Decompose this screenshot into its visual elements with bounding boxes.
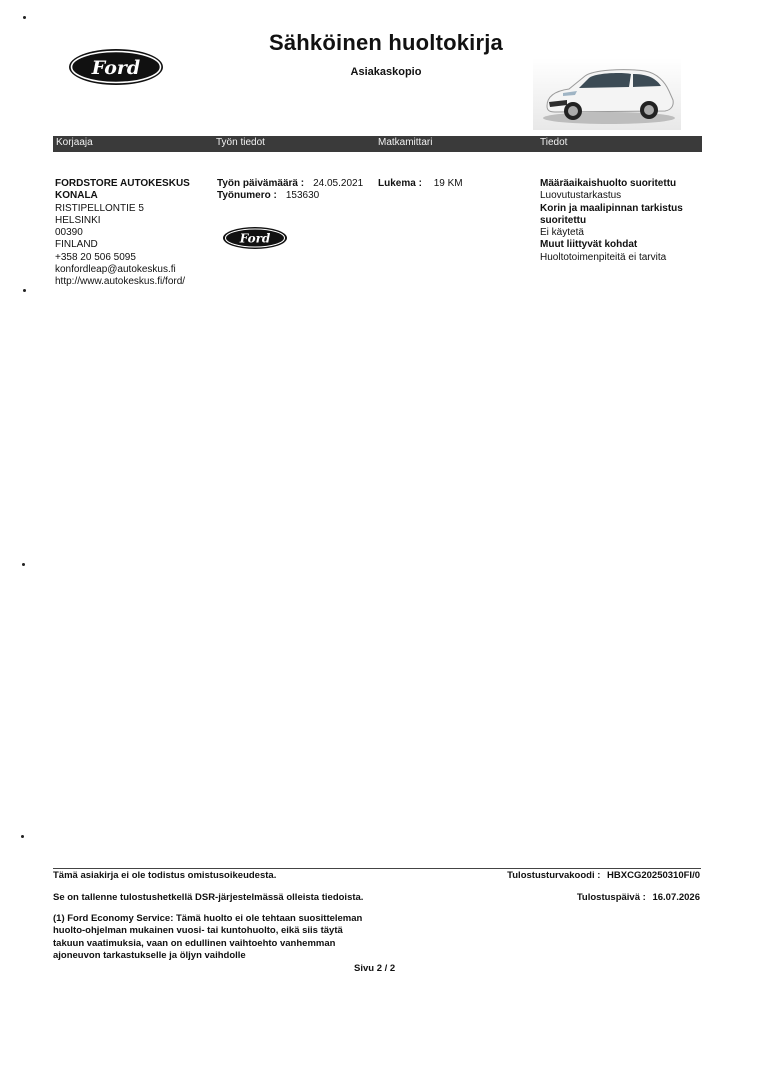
security-code	[500, 870, 700, 882]
repairer-name: FORDSTORE AUTOKESKUS	[55, 178, 190, 189]
work-date-value: 24.05.2021	[313, 178, 364, 189]
document-subtitle: Asiakaskopio	[350, 66, 422, 78]
odometer-label: Lukema :	[378, 178, 422, 189]
footer-note-ownership: Tämä asiakirja ei ole todistus omistusoikeudesta.	[53, 870, 277, 881]
section-header-bar	[53, 136, 702, 152]
footer-note-line: huolto-ohjelman mukainen vuosi- tai kuntohuolto, eikä siis täytä	[53, 925, 343, 937]
ford-logo-small	[222, 226, 288, 250]
footer-note-dsr: Se on tallenne tulostushetkellä DSR-järjestelmässä olleista tiedoista.	[53, 892, 364, 903]
header-tiedot: Tiedot	[540, 137, 568, 148]
security-code-label: Tulostusturvakoodi :	[507, 870, 601, 881]
repairer-country: FINLAND	[55, 239, 98, 251]
repairer-block	[55, 178, 215, 289]
repairer-postcode: 00390	[55, 227, 83, 239]
odometer-value: 19 KM	[433, 178, 463, 189]
print-date-label: Tulostuspäivä :	[576, 892, 646, 903]
ford-logo-small-text: Ford	[239, 231, 271, 246]
footer-note-line: takuun vaatimuksia, vaan on edullinen vaihtoehto vanhemman	[53, 937, 336, 949]
work-number-label: Työnumero :	[217, 190, 277, 202]
print-date	[500, 892, 700, 904]
security-code-value: HBXCG20250310FI/0	[607, 870, 700, 881]
repairer-street: RISTIPELLONTIE 5	[55, 202, 144, 214]
header-korjaaja: Korjaaja	[56, 137, 93, 148]
scan-mark	[21, 835, 24, 838]
details-item2-title: Korin ja maalipinnan tarkistus	[540, 202, 683, 214]
details-item3-title: Muut liittyvät kohdat	[540, 239, 638, 251]
header-tyon-tiedot: Työn tiedot	[216, 137, 265, 148]
repairer-city: HELSINKI	[55, 214, 101, 226]
page-number: Sivu 2 / 2	[354, 963, 396, 974]
ford-logo-text: Ford	[91, 57, 141, 79]
footer-divider	[53, 868, 701, 869]
details-block	[540, 178, 700, 264]
repairer-email: konfordleap@autokeskus.fi	[55, 264, 176, 276]
car-photo-icon	[533, 58, 681, 130]
work-details-block	[217, 178, 387, 203]
footer-note-line: ajoneuvon tarkastukselle ja öljyn vaihdolle	[53, 949, 246, 961]
details-item3-value: Huoltotoimenpiteitä ei tarvita	[540, 251, 667, 263]
scan-mark	[22, 563, 25, 566]
details-item1-title: Määräaikaishuolto suoritettu	[540, 178, 677, 189]
repairer-phone: +358 20 506 5095	[55, 251, 136, 263]
repairer-website: http://www.autokeskus.fi/ford/	[55, 276, 186, 288]
footer-note-economy-service	[53, 913, 393, 962]
details-item1-value: Luovutustarkastus	[540, 190, 622, 202]
details-item2-title-2: suoritettu	[540, 214, 587, 226]
odometer-block	[378, 178, 528, 190]
repairer-name-2: KONALA	[55, 190, 98, 202]
print-date-value: 16.07.2026	[652, 892, 700, 903]
scan-mark	[23, 289, 26, 292]
document-title: Sähköinen huoltokirja	[268, 30, 503, 55]
footer-note-line: (1) Ford Economy Service: Tämä huolto ei ole tehtaan suositteleman	[53, 913, 363, 924]
header-matkamittari: Matkamittari	[378, 137, 433, 148]
work-number-value: 153630	[285, 190, 320, 202]
scan-mark	[23, 16, 26, 19]
details-item2-value: Ei käytetä	[540, 227, 584, 239]
work-date-label: Työn päivämäärä :	[217, 178, 305, 189]
